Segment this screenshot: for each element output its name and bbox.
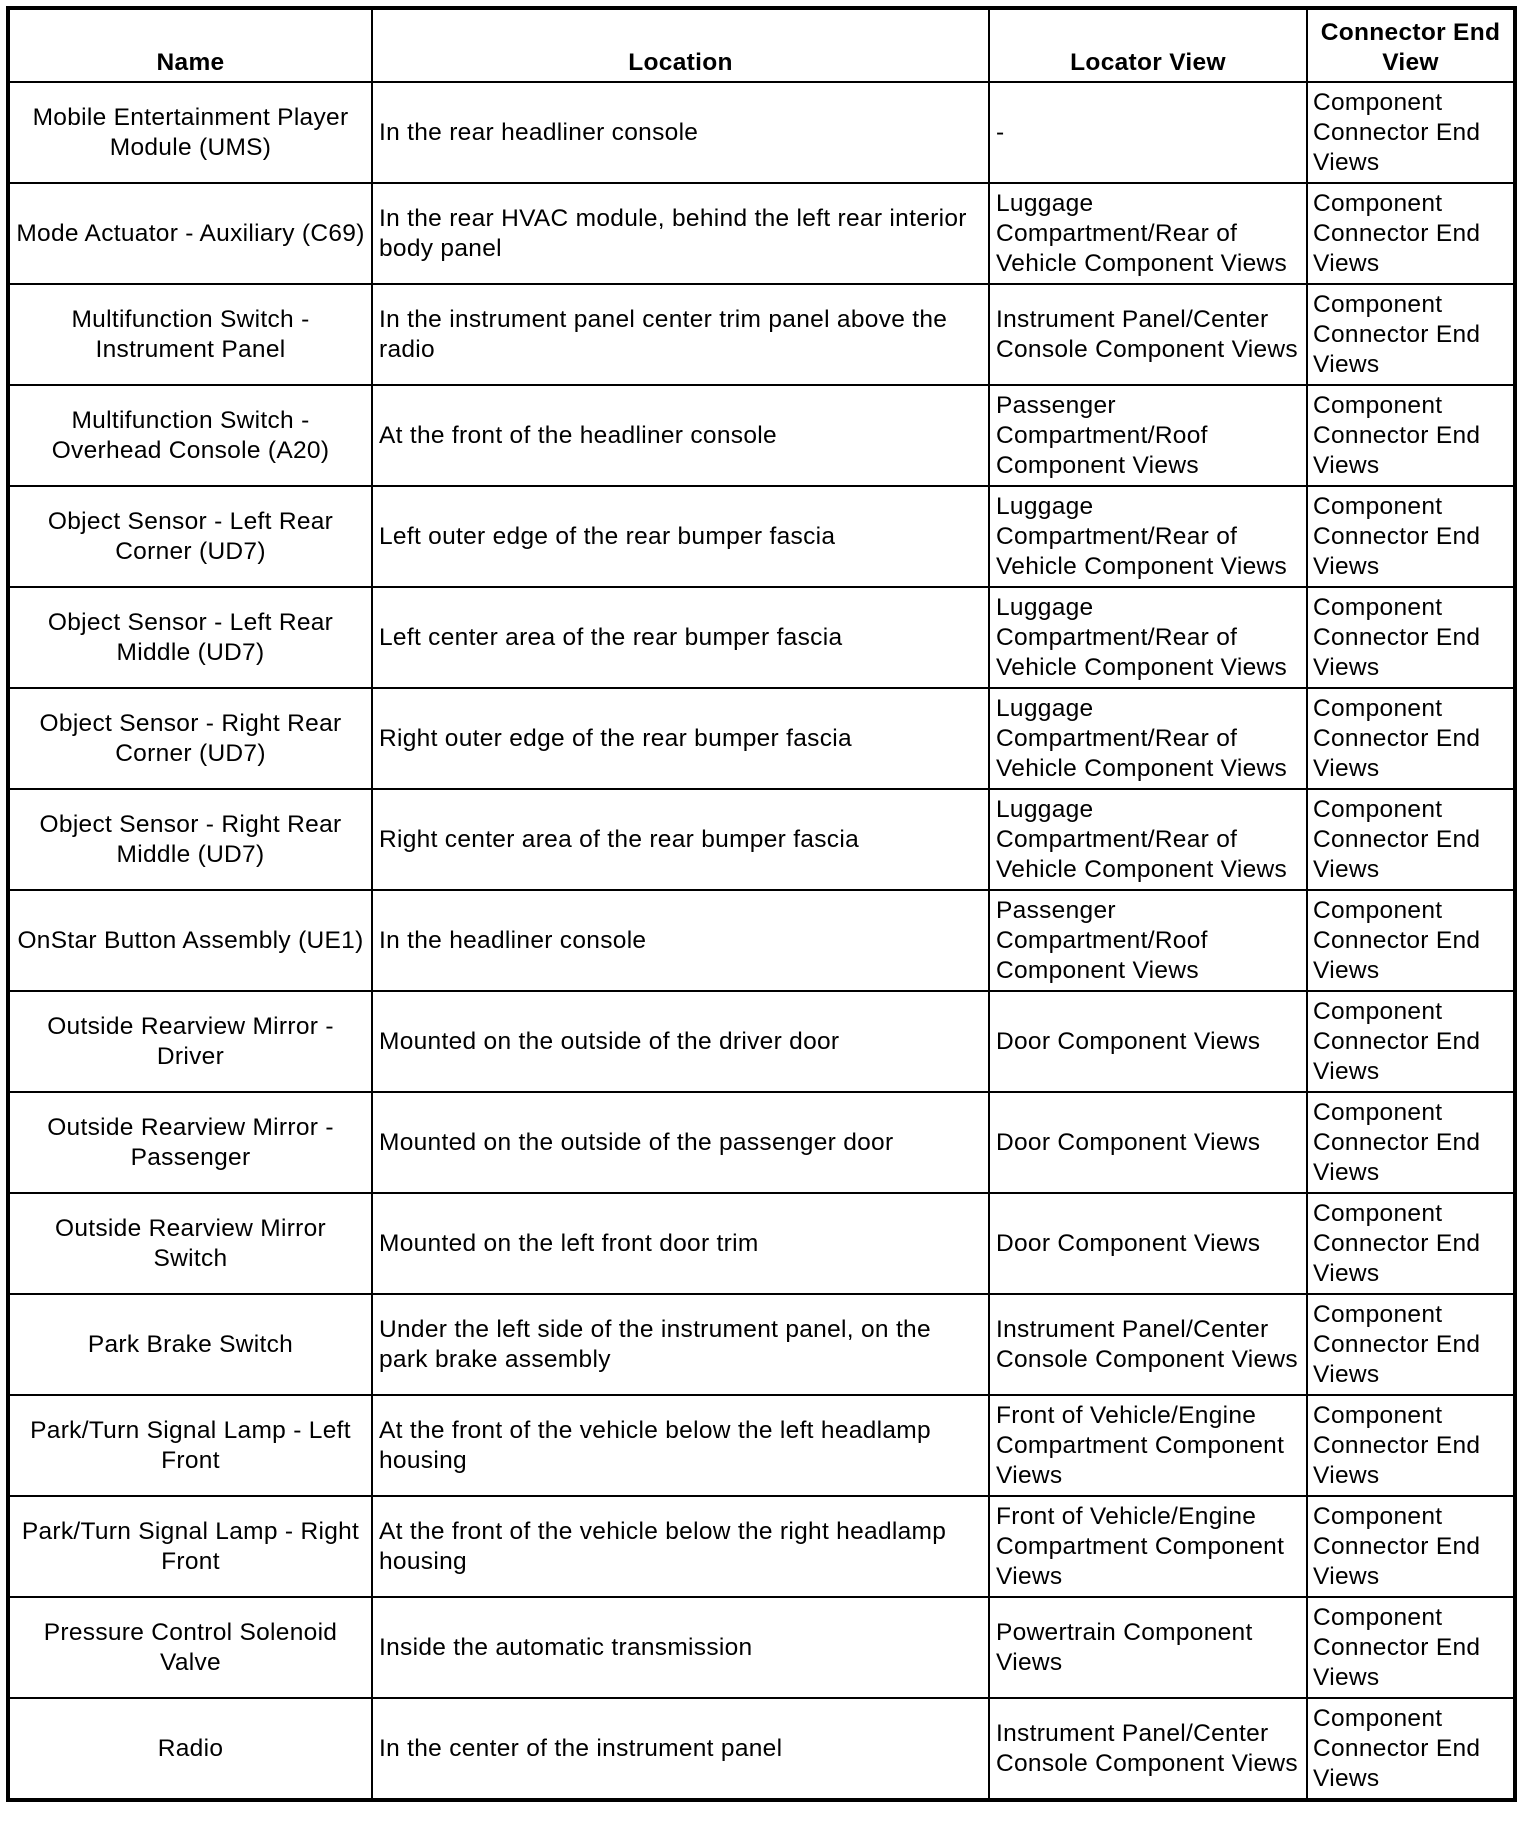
locator-view-cell: Luggage Compartment/Rear of Vehicle Component Views [989,789,1307,890]
location-cell: At the front of the vehicle below the right headlamp housing [372,1496,989,1597]
locator-view-cell: Passenger Compartment/Roof Component Views [989,385,1307,486]
name-cell: Park/Turn Signal Lamp - Left Front [8,1395,372,1496]
location-cell: In the rear headliner console [372,82,989,183]
location-cell: Left center area of the rear bumper fascia [372,587,989,688]
name-cell: Object Sensor - Right Rear Middle (UD7) [8,789,372,890]
locator-view-cell: Luggage Compartment/Rear of Vehicle Component Views [989,486,1307,587]
table-row [8,82,1515,183]
location-cell: In the center of the instrument panel [372,1698,989,1800]
connector-end-view-cell: Component Connector End Views [1307,688,1515,789]
locator-view-cell: Powertrain Component Views [989,1597,1307,1698]
locator-view-cell: Front of Vehicle/Engine Compartment Component Views [989,1395,1307,1496]
location-cell: At the front of the vehicle below the left headlamp housing [372,1395,989,1496]
location-cell: Mounted on the left front door trim [372,1193,989,1294]
name-cell: Object Sensor - Left Rear Corner (UD7) [8,486,372,587]
locator-view-cell: Passenger Compartment/Roof Component Views [989,890,1307,991]
name-cell: Mode Actuator - Auxiliary (C69) [8,183,372,284]
locator-view-cell: Instrument Panel/Center Console Component Views [989,284,1307,385]
name-cell: Object Sensor - Left Rear Middle (UD7) [8,587,372,688]
locator-view-cell: Instrument Panel/Center Console Component Views [989,1294,1307,1395]
name-cell: Multifunction Switch - Instrument Panel [8,284,372,385]
table-row [8,1092,1515,1193]
connector-end-view-cell: Component Connector End Views [1307,486,1515,587]
connector-end-view-cell: Component Connector End Views [1307,1597,1515,1698]
name-cell: Multifunction Switch - Overhead Console (A20) [8,385,372,486]
location-cell: Mounted on the outside of the driver door [372,991,989,1092]
locator-view-cell: Instrument Panel/Center Console Component Views [989,1698,1307,1800]
connector-end-view-cell: Component Connector End Views [1307,82,1515,183]
locator-view-cell: Door Component Views [989,1193,1307,1294]
header-location: Location [372,8,989,82]
table-row [8,1698,1515,1800]
locator-view-cell: - [989,82,1307,183]
name-cell: Outside Rearview Mirror - Passenger [8,1092,372,1193]
connector-end-view-cell: Component Connector End Views [1307,1092,1515,1193]
location-cell: Left outer edge of the rear bumper fascia [372,486,989,587]
table-row [8,486,1515,587]
table-row [8,1597,1515,1698]
location-cell: Mounted on the outside of the passenger door [372,1092,989,1193]
location-cell: Right center area of the rear bumper fascia [372,789,989,890]
table-row [8,587,1515,688]
location-cell: Under the left side of the instrument panel, on the park brake assembly [372,1294,989,1395]
location-cell: Inside the automatic transmission [372,1597,989,1698]
connector-end-view-cell: Component Connector End Views [1307,587,1515,688]
name-cell: Pressure Control Solenoid Valve [8,1597,372,1698]
table-row [8,284,1515,385]
table-row [8,385,1515,486]
table-row [8,1496,1515,1597]
connector-end-view-cell: Component Connector End Views [1307,991,1515,1092]
name-cell: Outside Rearview Mirror Switch [8,1193,372,1294]
name-cell: OnStar Button Assembly (UE1) [8,890,372,991]
table-row [8,1294,1515,1395]
name-cell: Mobile Entertainment Player Module (UMS) [8,82,372,183]
name-cell: Object Sensor - Right Rear Corner (UD7) [8,688,372,789]
component-locator-table [6,6,1517,1802]
name-cell: Park/Turn Signal Lamp - Right Front [8,1496,372,1597]
locator-view-cell: Door Component Views [989,991,1307,1092]
name-cell: Radio [8,1698,372,1800]
location-cell: In the rear HVAC module, behind the left rear interior body panel [372,183,989,284]
locator-view-cell: Front of Vehicle/Engine Compartment Component Views [989,1496,1307,1597]
location-cell: In the headliner console [372,890,989,991]
connector-end-view-cell: Component Connector End Views [1307,1698,1515,1800]
connector-end-view-cell: Component Connector End Views [1307,1395,1515,1496]
table-row [8,1193,1515,1294]
table-row [8,183,1515,284]
table-row [8,890,1515,991]
table-row [8,1395,1515,1496]
header-locator-view: Locator View [989,8,1307,82]
header-row [8,8,1515,82]
header-name: Name [8,8,372,82]
connector-end-view-cell: Component Connector End Views [1307,385,1515,486]
location-cell: Right outer edge of the rear bumper fascia [372,688,989,789]
name-cell: Park Brake Switch [8,1294,372,1395]
component-locator-table-container [6,6,1513,1820]
locator-view-cell: Luggage Compartment/Rear of Vehicle Component Views [989,183,1307,284]
connector-end-view-cell: Component Connector End Views [1307,789,1515,890]
connector-end-view-cell: Component Connector End Views [1307,284,1515,385]
name-cell: Outside Rearview Mirror - Driver [8,991,372,1092]
location-cell: In the instrument panel center trim panel above the radio [372,284,989,385]
table-row [8,991,1515,1092]
header-connector-end-view: Connector End View [1307,8,1515,82]
connector-end-view-cell: Component Connector End Views [1307,1193,1515,1294]
locator-view-cell: Luggage Compartment/Rear of Vehicle Component Views [989,587,1307,688]
connector-end-view-cell: Component Connector End Views [1307,183,1515,284]
table-row [8,688,1515,789]
connector-end-view-cell: Component Connector End Views [1307,890,1515,991]
connector-end-view-cell: Component Connector End Views [1307,1294,1515,1395]
locator-view-cell: Door Component Views [989,1092,1307,1193]
table-row [8,789,1515,890]
connector-end-view-cell: Component Connector End Views [1307,1496,1515,1597]
location-cell: At the front of the headliner console [372,385,989,486]
locator-view-cell: Luggage Compartment/Rear of Vehicle Component Views [989,688,1307,789]
